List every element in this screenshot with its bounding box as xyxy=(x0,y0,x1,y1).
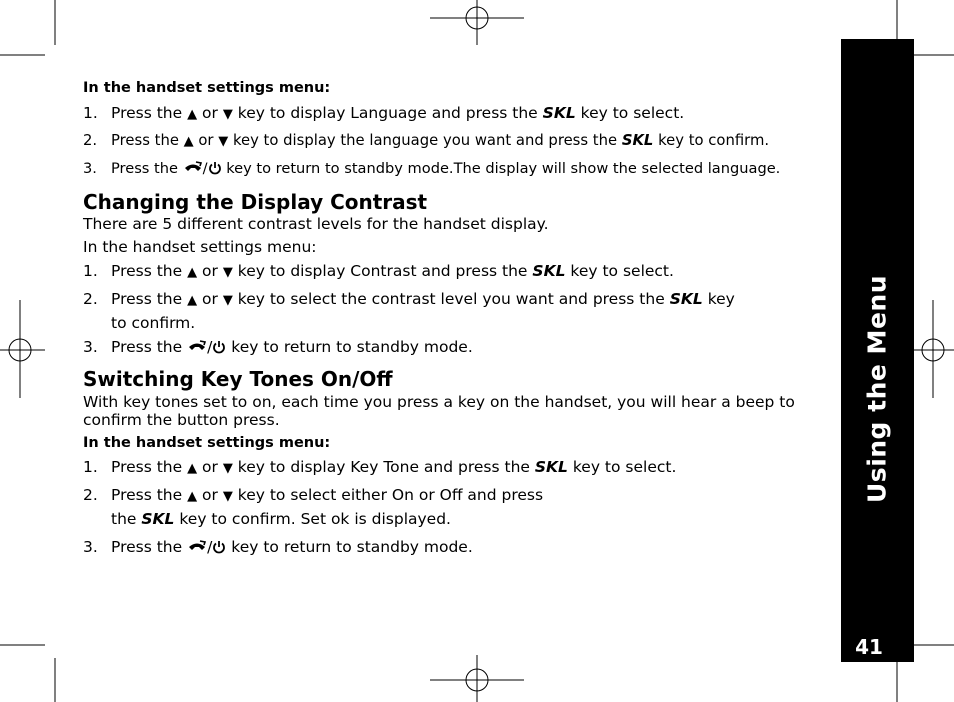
down-arrow-icon: ▼ xyxy=(222,461,233,476)
power-icon xyxy=(212,339,226,359)
contrast-step-3: 3. Press the / key to return to standby mode. xyxy=(83,338,473,359)
skl-key-label: SKL xyxy=(141,510,175,528)
skl-key-label: SKL xyxy=(534,458,568,476)
down-arrow-icon: ▼ xyxy=(218,134,229,149)
contrast-heading: Changing the Display Contrast xyxy=(83,190,428,214)
chapter-title: Using the Menu xyxy=(862,275,892,503)
keytones-step-2-continuation: the SKL key to confirm. Set ok is displayed. xyxy=(111,510,451,528)
end-call-icon xyxy=(183,160,203,180)
down-arrow-icon: ▼ xyxy=(222,107,233,122)
language-step-2: 2. Press the ▲ or ▼ key to display the language you want and press the SKL key to confirm. xyxy=(83,132,770,149)
keytones-heading: Switching Key Tones On/Off xyxy=(83,367,393,391)
contrast-step-1: 1. Press the ▲ or ▼ key to display Contrast and press the SKL key to select. xyxy=(83,262,674,280)
up-arrow-icon: ▲ xyxy=(183,134,194,149)
contrast-intro: There are 5 different contrast levels for the handset display. xyxy=(83,215,549,233)
language-step-1: 1. Press the ▲ or ▼ key to display Language and press the SKL key to select. xyxy=(83,104,685,122)
power-icon xyxy=(212,539,226,559)
language-step-3: 3. Press the / key to return to standby mode.The display will show the selected language. xyxy=(83,160,780,180)
up-arrow-icon: ▲ xyxy=(187,265,198,280)
down-arrow-icon: ▼ xyxy=(222,293,233,308)
skl-key-label: SKL xyxy=(669,290,703,308)
end-call-icon xyxy=(187,539,207,559)
skl-key-label: SKL xyxy=(542,104,576,122)
end-call-icon xyxy=(187,339,207,359)
keytones-step-1: 1. Press the ▲ or ▼ key to display Key Tone and press the SKL key to select. xyxy=(83,458,677,476)
keytones-step-3: 3. Press the / key to return to standby mode. xyxy=(83,538,473,559)
power-icon xyxy=(208,160,222,180)
chapter-tab xyxy=(841,39,914,662)
skl-key-label: SKL xyxy=(532,262,566,280)
contrast-menu-line: In the handset settings menu: xyxy=(83,238,317,256)
contrast-step-2: 2. Press the ▲ or ▼ key to select the contrast level you want and press the SKL key xyxy=(83,290,735,308)
up-arrow-icon: ▲ xyxy=(187,293,198,308)
skl-key-label: SKL xyxy=(621,132,654,149)
keytones-menu-subheading: In the handset settings menu: xyxy=(83,435,331,451)
up-arrow-icon: ▲ xyxy=(187,107,198,122)
page-number: 41 xyxy=(855,635,883,659)
down-arrow-icon: ▼ xyxy=(222,265,233,280)
down-arrow-icon: ▼ xyxy=(222,489,233,504)
language-menu-subheading: In the handset settings menu: xyxy=(83,80,331,96)
contrast-step-2-continuation: to confirm. xyxy=(111,314,196,332)
up-arrow-icon: ▲ xyxy=(187,489,198,504)
keytones-intro: With key tones set to on, each time you press a key on the handset, you will hear a beep to confirm the button press. xyxy=(83,393,795,429)
up-arrow-icon: ▲ xyxy=(187,461,198,476)
keytones-step-2: 2. Press the ▲ or ▼ key to select either On or Off and press xyxy=(83,486,544,504)
